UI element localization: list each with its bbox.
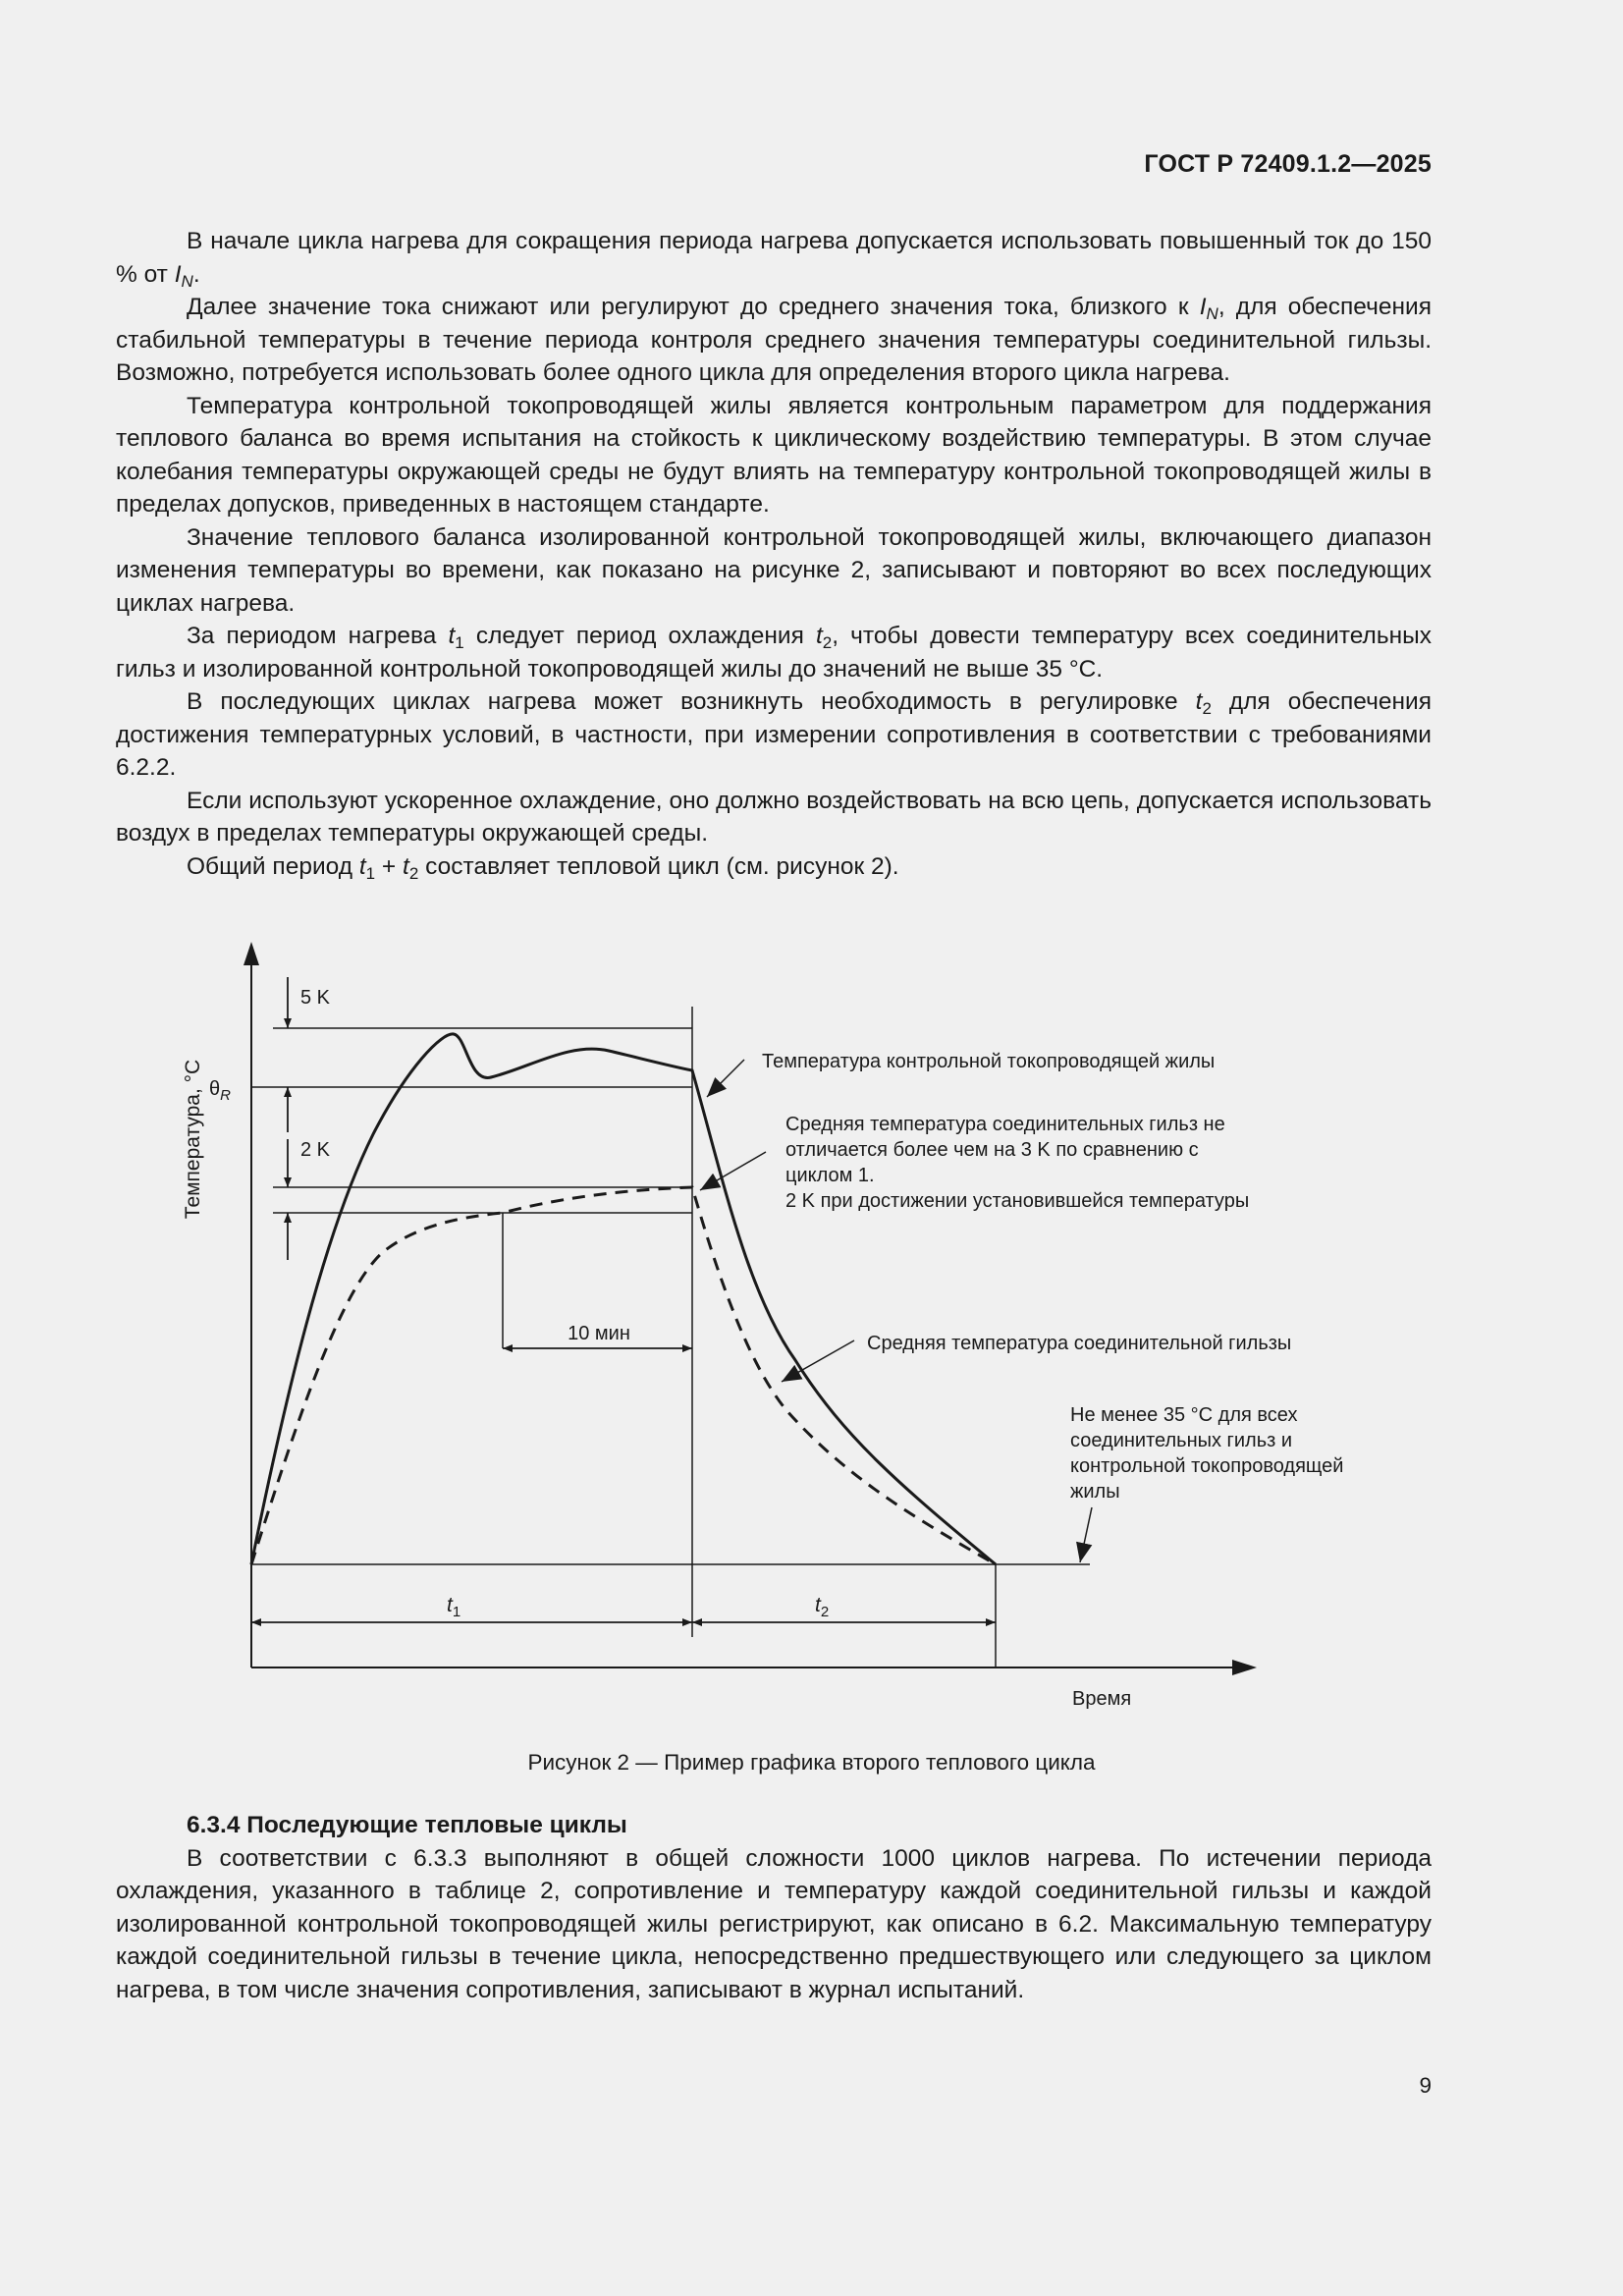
label-t1: $t_1$ [447, 1594, 461, 1620]
pointer-conductor [707, 1060, 744, 1097]
paragraph-7: Если используют ускоренное охлаждение, оно должно воздействовать на всю цепь, допускается использовать воздух в пределах температуры окружающей среды. [116, 787, 1432, 847]
label-10min: 10 мин [568, 1323, 630, 1344]
paragraph-8: Общий период $t_1 + t_2$ составляет тепловой цикл (см. рисунок 2). [187, 852, 899, 883]
paragraph-4: Значение теплового баланса изолированной контрольной токопроводящей жилы, включающего диапазон изменения температуры во времени, как показано на рисунке 2, записывают и повторяют во всех последующих циклах нагрева. [116, 523, 1432, 617]
figure-2 [157, 938, 1384, 1723]
label-2k: 2 K [300, 1139, 331, 1161]
pointer-average [700, 1152, 766, 1190]
svg-text:отличается более чем на 3 K по: отличается более чем на 3 K по сравнению с [785, 1139, 1199, 1161]
paragraph-1: В начале цикла нагрева для сокращения периода нагрева допускается использовать повышенный ток до 150 % от $I_N$. [116, 228, 1432, 291]
svg-text:соединительных гильз и: соединительных гильз и [1070, 1430, 1293, 1451]
paragraph-6: В последующих циклах нагрева может возникнуть необходимость в регулировке $t_2$ для обеспечения достижения температурных условий, в частности, при измерении сопротивления в соответствии с требованиями 6.2.2. [116, 688, 1432, 781]
svg-text:Не менее 35 °C для всех: Не менее 35 °C для всех [1070, 1404, 1298, 1426]
section-body: В соответствии с 6.3.3 выполняют в общей сложности 1000 циклов нагрева. По истечении периода охлаждения, указанного в таблице 2, сопротивление и температуру каждой соединительной гильзы и каждой изолированной контрольной токопроводящей жилы регистрируют, как описано в 6.2. Максимальную температуру каждой соединительной гильзы в течение цикла, непосредственно предшествующего или следующего за циклом нагрева, в том числе значения сопротивления, записывают в журнал испытаний. [116, 1844, 1432, 2003]
dimension-arrows [251, 977, 996, 1622]
intro-text [116, 225, 1432, 883]
annotation-joint: Средняя температура соединительной гильзы [867, 1333, 1292, 1354]
joint-temperature-curve [251, 1187, 996, 1564]
document-id: ГОСТ Р 72409.1.2—2025 [1144, 150, 1432, 178]
figure-caption: Рисунок 2 — Пример графика второго теплового цикла [527, 1750, 1096, 1775]
x-axis-label: Время [1072, 1688, 1132, 1710]
pointer-joint [782, 1340, 854, 1382]
page-number: 9 [1419, 2073, 1432, 2098]
theta-r-label: $\theta_R$ [209, 1078, 231, 1104]
svg-text:контрольной токопроводящей: контрольной токопроводящей [1070, 1455, 1344, 1477]
paragraph-2: Далее значение тока снижают или регулируют до среднего значения тока, близкого к $I_N$, для обеспечения стабильной температуры в течение периода контроля среднего значения температуры соединительной гильзы. Возможно, потребуется использовать более одного цикла для определения второго цикла нагрева. [116, 294, 1432, 386]
y-axis-arrowhead [243, 942, 259, 965]
svg-text:циклом 1.: циклом 1. [785, 1165, 875, 1186]
annotation-average [785, 1114, 1249, 1212]
label-t2: $t_2$ [815, 1594, 830, 1620]
paragraph-5: За периодом нагрева $t_1$ следует период охлаждения $t_2$, чтобы довести температуру всех соединительных гильз и изолированной контрольной токопроводящей жилы до значений не выше 35 °C. [116, 623, 1432, 683]
thermal-cycle-graph [157, 938, 1384, 1723]
annotation-conductor: Температура контрольной токопроводящей жилы [762, 1051, 1216, 1072]
svg-text:Средняя температура соединител: Средняя температура соединительных гильз не [785, 1114, 1225, 1135]
pointer-min-35c [1080, 1507, 1092, 1562]
y-axis-label: Температура, °C [182, 1059, 204, 1220]
svg-text:жилы: жилы [1070, 1481, 1120, 1503]
section-6-3-4 [116, 1809, 1432, 2006]
section-heading: 6.3.4 Последующие тепловые циклы [187, 1812, 627, 1838]
svg-text:2 K при достижении установивше: 2 K при достижении установившейся температуры [785, 1190, 1250, 1212]
x-axis-arrowhead [1232, 1660, 1257, 1675]
annotation-min-35c [1070, 1404, 1343, 1503]
label-5k: 5 K [300, 987, 331, 1009]
paragraph-3: Температура контрольной токопроводящей жилы является контрольным параметром для поддержания теплового баланса во время испытания на стойкость к циклическому воздействию температуры. В этом случае колебания температуры окружающей среды не будут влиять на температуру контрольной токопроводящей жилы в пределах допусков, приведенных в настоящем стандарте. [116, 392, 1432, 518]
